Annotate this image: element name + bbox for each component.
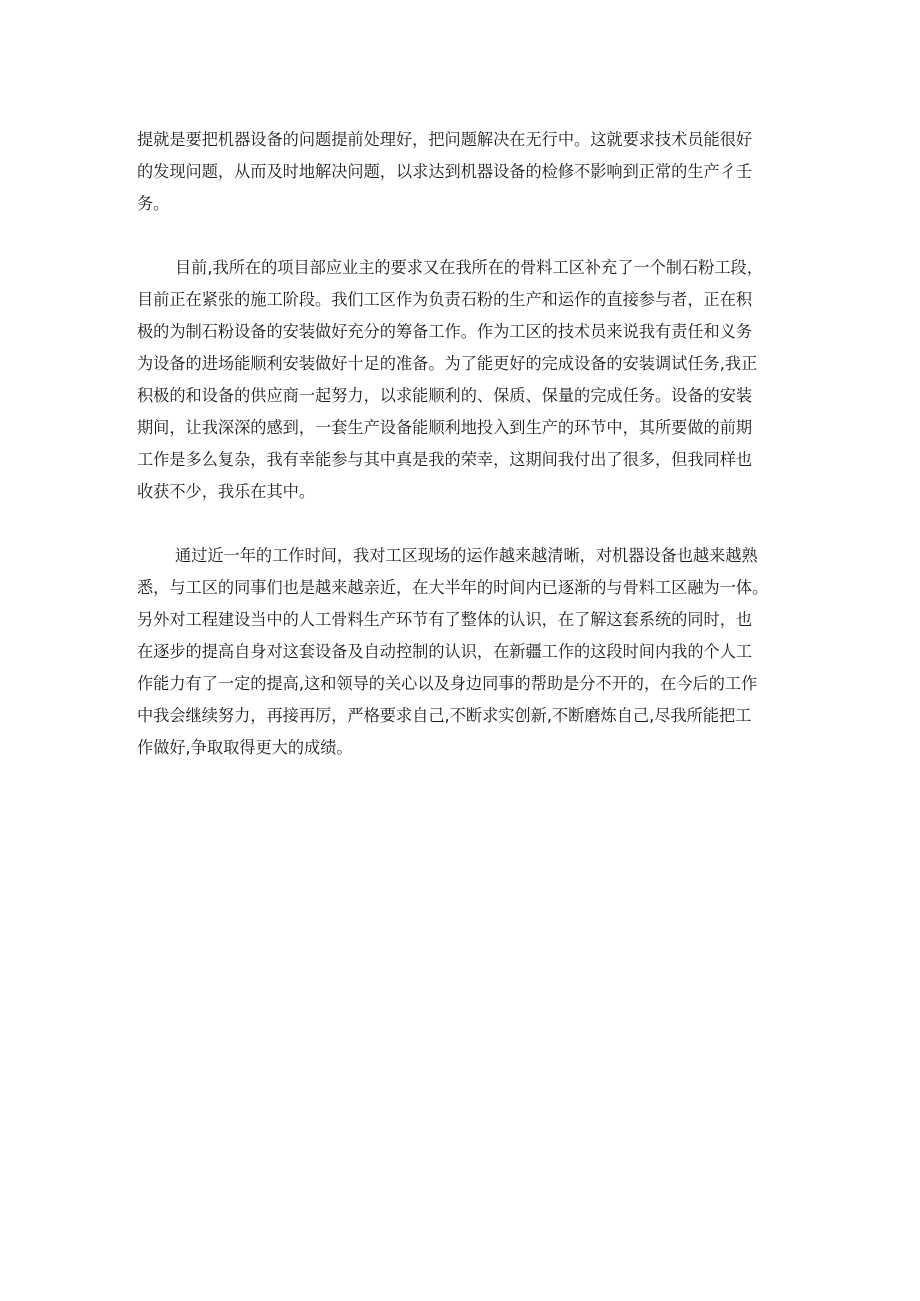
paragraph-2: [137, 252, 791, 508]
paragraph-1: [137, 124, 791, 220]
text-line: 目前,我所在的项目部应业主的要求又在我所在的骨料工区补充了一个制石粉工段，: [175, 258, 763, 277]
text-line: 工作是多么复杂，我有幸能参与其中真是我的荣幸，这期间我付出了很多，但我同样也: [137, 450, 753, 469]
text-line: 的发现问题，从而及时地解决问题，以求达到机器设备的检修不影响到正常的生产彳壬: [137, 162, 753, 181]
text-line: 收获不少，我乐在其中。: [137, 482, 316, 501]
text-line: 为设备的进场能顺利安装做好十足的准备。为了能更好的完成设备的安装调试任务,我正: [137, 354, 758, 373]
document-body: [137, 124, 791, 796]
paragraph-3: [137, 540, 791, 764]
text-line: 作能力有了一定的提高,这和领导的关心以及身边同事的帮助是分不开的，在今后的工作: [137, 674, 758, 693]
text-line: 在逐步的提高自身对这套设备及自动控制的认识，在新疆工作的这段时间内我的个人工: [137, 642, 753, 661]
text-line: 目前正在紧张的施工阶段。我们工区作为负责石粉的生产和运作的直接参与者，正在积: [137, 290, 753, 309]
text-line: 中我会继续努力，再接再厉，严格要求自己,不断求实创新,不断磨炼自己,尽我所能把工: [137, 706, 752, 725]
text-line: 极的为制石粉设备的安装做好充分的筹备工作。作为工区的技术员来说我有责任和义务: [137, 322, 753, 341]
text-line: 积极的和设备的供应商一起努力，以求能顺利的、保质、保量的完成任务。设备的安装: [137, 386, 753, 405]
text-line: 期间，让我深深的感到，一套生产设备能顺利地投入到生产的环节中，其所要做的前期: [137, 418, 753, 437]
text-line: 作做好,争取取得更大的成绩。: [137, 738, 353, 757]
text-line: 另外对工程建设当中的人工骨料生产环节有了整体的认识，在了解这套系统的同时，也: [137, 610, 753, 629]
text-line: 提就是要把机器设备的问题提前处理好，把问题解决在无行中。这就要求技术员能很好: [137, 130, 753, 149]
text-line: 务。: [137, 194, 170, 213]
text-line: 悉，与工区的同事们也是越来越亲近，在大半年的时间内已逐渐的与骨料工区融为一体。: [137, 578, 769, 597]
text-line: 通过近一年的工作时间，我对工区现场的运作越来越清晰，对机器设备也越来越熟: [175, 546, 758, 565]
